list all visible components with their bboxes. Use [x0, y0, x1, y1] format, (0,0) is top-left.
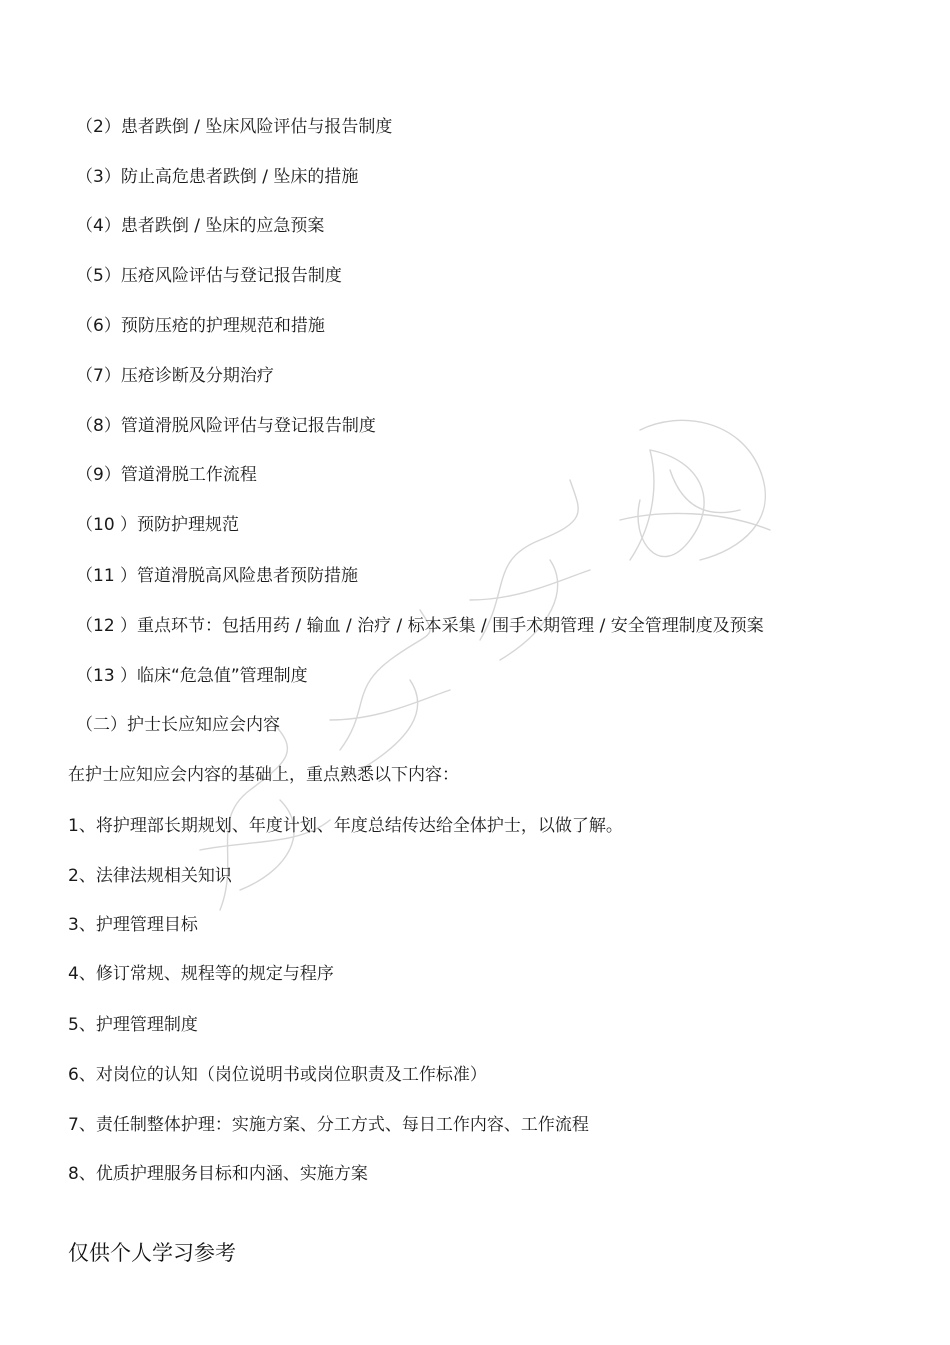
list-item: （12 ）重点环节：包括用药 / 输血 / 治疗 / 标本采集 / 围手术期管理 / 安全管理制度及预案 — [76, 616, 764, 636]
numbered-item: 2、法律法规相关知识 — [68, 866, 232, 886]
list-item: （13 ）临床“危急值”管理制度 — [76, 666, 308, 686]
list-item: （9）管道滑脱工作流程 — [76, 465, 257, 485]
numbered-item: 7、责任制整体护理：实施方案、分工方式、每日工作内容、工作流程 — [68, 1115, 589, 1135]
list-item: （5）压疮风险评估与登记报告制度 — [76, 266, 342, 286]
section-heading: （二）护士长应知应会内容 — [76, 715, 280, 735]
list-item: （10 ）预防护理规范 — [76, 515, 240, 535]
list-item: （3）防止高危患者跌倒 / 坠床的措施 — [76, 167, 359, 187]
list-item: （6）预防压疮的护理规范和措施 — [76, 316, 325, 336]
list-item: （2）患者跌倒 / 坠床风险评估与报告制度 — [76, 117, 393, 137]
footer-note: 仅供个人学习参考 — [68, 1241, 236, 1265]
numbered-item: 3、护理管理目标 — [68, 915, 198, 935]
numbered-item: 8、优质护理服务目标和内涵、实施方案 — [68, 1164, 368, 1184]
list-item: （8）管道滑脱风险评估与登记报告制度 — [76, 416, 376, 436]
numbered-item: 5、护理管理制度 — [68, 1015, 198, 1035]
intro-paragraph: 在护士应知应会内容的基础上，重点熟悉以下内容： — [68, 765, 459, 785]
numbered-item: 1、将护理部长期规划、年度计划、年度总结传达给全体护士，以做了解。 — [68, 816, 623, 836]
list-item: （4）患者跌倒 / 坠床的应急预案 — [76, 216, 325, 236]
list-item: （7）压疮诊断及分期治疗 — [76, 366, 274, 386]
list-item: （11 ）管道滑脱高风险患者预防措施 — [76, 566, 359, 586]
numbered-item: 4、修订常规、规程等的规定与程序 — [68, 964, 334, 984]
numbered-item: 6、对岗位的认知（岗位说明书或岗位职责及工作标准） — [68, 1065, 487, 1085]
